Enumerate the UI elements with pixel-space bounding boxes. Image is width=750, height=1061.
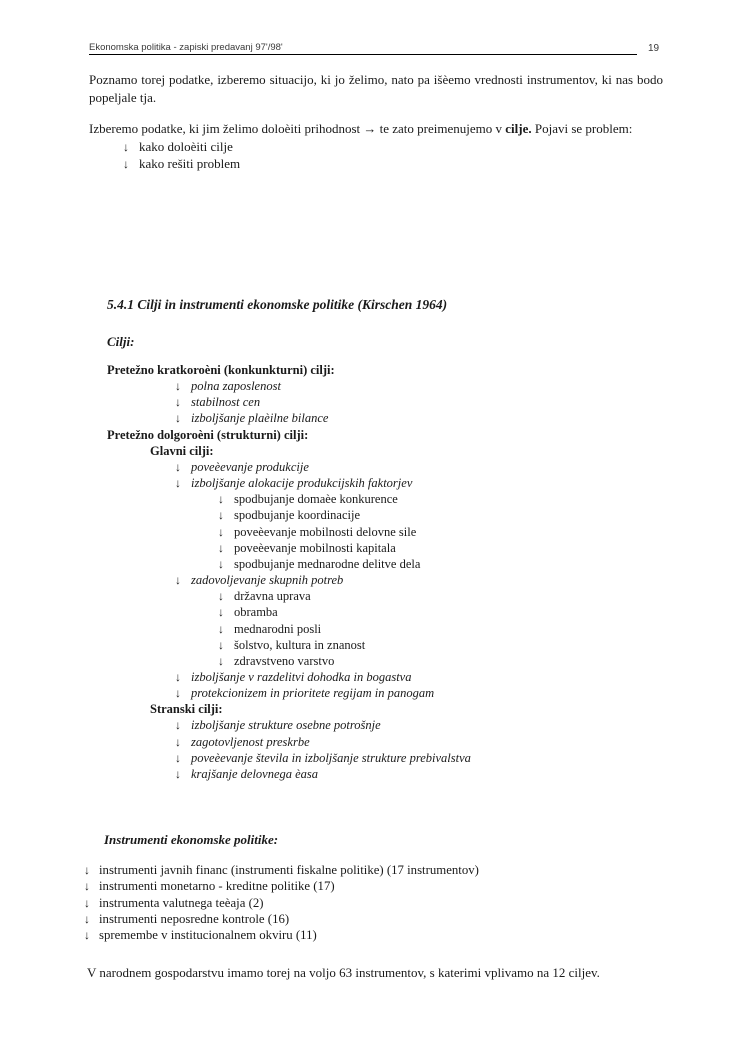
- outline-item: [89, 394, 689, 410]
- down-arrow-icon: ↓: [175, 395, 181, 410]
- outline-item: [89, 459, 689, 475]
- page-number: 19: [648, 43, 660, 54]
- down-arrow-icon: ↓: [175, 411, 181, 426]
- outline-item-label: spodbujanje koordinacije: [234, 508, 361, 523]
- outline-heading-label: Pretežno kratkoroèni (konkunkturni) cilji:: [107, 363, 335, 377]
- outline-item-label: poveèevanje produkcije: [191, 459, 309, 474]
- down-arrow-icon: ↓: [175, 718, 181, 733]
- outline-item: [89, 766, 689, 782]
- down-arrow-icon: ↓: [218, 556, 224, 571]
- outline-item: [89, 507, 689, 523]
- down-arrow-icon: ↓: [218, 508, 224, 523]
- list-item-label: kako rešiti problem: [139, 155, 241, 171]
- outline-item-label: zdravstveno varstvo: [234, 653, 335, 668]
- down-arrow-icon: ↓: [218, 589, 224, 604]
- outline-item-label: izboljšanje v razdelitvi dohodka in bogastva: [191, 669, 412, 684]
- section-heading: 5.4.1 Cilji in instrumenti ekonomske politike (Kirschen 1964): [107, 297, 448, 312]
- outline-heading-label: Glavni cilji:: [150, 443, 214, 458]
- list-item-label: kako doloèiti cilje: [139, 139, 233, 154]
- outline-item: [89, 621, 689, 637]
- instrument-item: [84, 911, 704, 927]
- instrument-item: [84, 862, 704, 878]
- down-arrow-icon: ↓: [218, 637, 224, 652]
- instrument-item: [84, 895, 704, 911]
- down-arrow-icon: ↓: [218, 653, 224, 668]
- outline-item-label: poveèevanje mobilnosti kapitala: [234, 540, 396, 555]
- outline-item: [89, 750, 689, 766]
- down-arrow-icon: ↓: [175, 686, 181, 701]
- outline-heading: [89, 443, 689, 459]
- outline-item-label: obramba: [234, 605, 278, 620]
- down-arrow-icon: ↓: [175, 669, 181, 684]
- outline-item-label: zadovoljevanje skupnih potreb: [191, 573, 344, 588]
- problem-bullet-list: [89, 139, 663, 172]
- outline-item: [89, 524, 689, 540]
- outline-item-label: zagotovljenost preskrbe: [191, 734, 310, 749]
- down-arrow-icon: ↓: [123, 156, 129, 171]
- outline-item: [89, 410, 689, 426]
- intro-paragraph-2-bold: cilje.: [505, 121, 532, 136]
- outline-item: [89, 540, 689, 556]
- down-arrow-icon: ↓: [175, 459, 181, 474]
- outline-item: [89, 717, 689, 733]
- outline-item-label: mednarodni posli: [234, 621, 322, 636]
- down-arrow-icon: ↓: [175, 750, 181, 765]
- outline-item: [89, 653, 689, 669]
- outline-item-label: državna uprava: [234, 589, 311, 604]
- outline-item: [89, 685, 689, 701]
- intro-paragraph-2-tail: Pojavi se problem:: [531, 121, 633, 136]
- outline-heading-label: Stranski cilji:: [150, 702, 223, 717]
- outline-item: [89, 669, 689, 685]
- goals-label: Cilji:: [107, 334, 135, 349]
- outline-item-label: stabilnost cen: [191, 395, 261, 410]
- instruments-heading: Instrumenti ekonomske politike:: [104, 832, 279, 847]
- down-arrow-icon: ↓: [84, 863, 90, 877]
- instrument-item-label: spremembe v institucionalnem okviru (11): [99, 928, 317, 943]
- outline-item: [89, 734, 689, 750]
- down-arrow-icon: ↓: [175, 379, 181, 394]
- instrument-item: [84, 927, 704, 943]
- outline-item-label: poveèevanje mobilnosti delovne sile: [234, 524, 417, 539]
- down-arrow-icon: ↓: [175, 573, 181, 588]
- down-arrow-icon: ↓: [218, 540, 224, 555]
- outline-item: [89, 491, 689, 507]
- outline-item: [89, 378, 689, 394]
- down-arrow-icon: ↓: [84, 879, 90, 894]
- down-arrow-icon: ↓: [175, 476, 181, 491]
- header-title: Ekonomska politika - zapiski predavanj 97'/98': [89, 42, 283, 53]
- outline-item-label: izboljšanje alokacije produkcijskih faktorjev: [191, 476, 413, 491]
- outline-heading: [89, 427, 689, 443]
- outline-item-label: protekcionizem in prioritete regijam in panogam: [191, 686, 435, 701]
- closing-paragraph: V narodnem gospodarstvu imamo torej na voljo 63 instrumentov, s katerimi vplivamo na 12 ciljev.: [87, 965, 600, 980]
- down-arrow-icon: ↓: [218, 621, 224, 636]
- outline-item-label: polna zaposlenost: [191, 379, 281, 394]
- goals-outline: [89, 362, 689, 782]
- down-arrow-icon: ↓: [218, 605, 224, 620]
- outline-item-label: izboljšanje plaèilne bilance: [191, 411, 329, 426]
- down-arrow-icon: ↓: [175, 766, 181, 781]
- outline-item: [89, 604, 689, 620]
- outline-item: [89, 588, 689, 604]
- outline-heading: [89, 701, 689, 717]
- intro-paragraph-1: Poznamo torej podatke, izberemo situacijo, ki jo želimo, nato pa išèemo vrednosti instrumentov, ki nas bodo popeljale tja.: [89, 72, 663, 105]
- down-arrow-icon: ↓: [175, 734, 181, 749]
- list-item: [89, 156, 663, 173]
- outline-item-label: spodbujanje domaèe konkurence: [234, 492, 398, 507]
- outline-item-label: šolstvo, kultura in znanost: [234, 637, 366, 652]
- outline-item-label: spodbujanje mednarodne delitve dela: [234, 556, 421, 571]
- outline-item: [89, 637, 689, 653]
- list-item: [89, 139, 663, 156]
- instrument-item-label: instrumenti monetarno - kreditne politike (17): [99, 879, 335, 894]
- outline-item: [89, 475, 689, 491]
- down-arrow-icon: ↓: [84, 911, 90, 926]
- instrument-item: [84, 878, 704, 894]
- down-arrow-icon: ↓: [218, 524, 224, 539]
- outline-item-label: poveèevanje števila in izboljšanje strukture prebivalstva: [191, 750, 471, 765]
- down-arrow-icon: ↓: [84, 928, 90, 943]
- intro-paragraph-2: [89, 120, 663, 172]
- outline-item: [89, 572, 689, 588]
- down-arrow-icon: ↓: [123, 140, 129, 154]
- outline-item: [89, 556, 689, 572]
- instrument-item-label: instrumenti javnih financ (instrumenti fiskalne politike) (17 instrumentov): [99, 863, 479, 877]
- down-arrow-icon: ↓: [84, 895, 90, 910]
- outline-heading: [89, 362, 689, 378]
- instrument-item-label: instrumenti neposredne kontrole (16): [99, 911, 290, 926]
- instrument-item-label: instrumenta valutnega teèaja (2): [99, 895, 264, 910]
- header-rule-divider: [89, 54, 637, 55]
- outline-item-label: krajšanje delovnega èasa: [191, 766, 319, 781]
- down-arrow-icon: ↓: [218, 492, 224, 507]
- outline-heading-label: Pretežno dolgoroèni (strukturni) cilji:: [107, 427, 309, 442]
- outline-item-label: izboljšanje strukture osebne potrošnje: [191, 718, 381, 733]
- instruments-list: [84, 862, 704, 943]
- intro-paragraph-2-text: Izberemo podatke, ki jim želimo doloèiti prihodnost → te zato preimenujemo v: [89, 121, 506, 136]
